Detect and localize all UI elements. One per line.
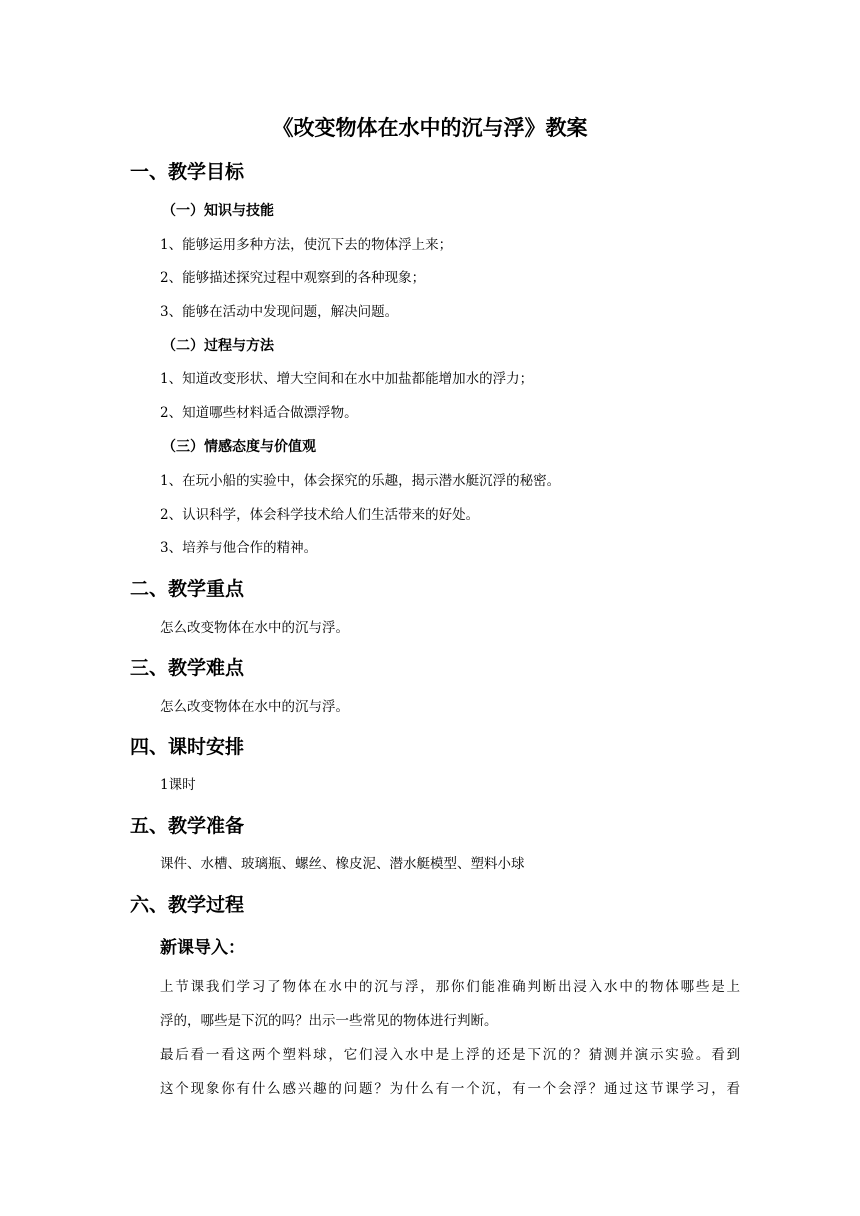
list-item: 1、在玩小船的实验中，体会探究的乐趣，揭示潜水艇沉浮的秘密。: [160, 473, 561, 489]
section-heading-objectives: 一、教学目标: [130, 161, 245, 183]
list-item: 2、知道哪些材料适合做漂浮物。: [160, 405, 358, 421]
paragraph-line: 上节课我们学习了物体在水中的沉与浮，那你们能准确判断出浸入水中的物体哪些是上: [160, 979, 740, 995]
section-text: 怎么改变物体在水中的沉与浮。: [160, 699, 349, 715]
section-heading-key-points: 二、教学重点: [130, 578, 245, 600]
document-title: 《改变物体在水中的沉与浮》教案: [272, 115, 588, 140]
paragraph-line: 最后看一看这两个塑料球，它们浸入水中是上浮的还是下沉的？猜测并演示实验。看到: [160, 1047, 740, 1063]
list-item: 2、能够描述探究过程中观察到的各种现象；: [160, 270, 426, 286]
list-item: 3、培养与他合作的精神。: [160, 540, 318, 556]
section-heading-difficulties: 三、教学难点: [130, 657, 245, 679]
subheading-attitudes-values: （三）情感态度与价值观: [162, 439, 316, 455]
paragraph-line: 浮的，哪些是下沉的吗？出示一些常见的物体进行判断。: [160, 1013, 498, 1029]
list-item: 1、能够运用多种方法，使沉下去的物体浮上来；: [160, 237, 453, 253]
subheading-process-methods: （二）过程与方法: [162, 338, 274, 354]
section-text: 怎么改变物体在水中的沉与浮。: [160, 620, 349, 636]
list-item: 1、知道改变形状、增大空间和在水中加盐都能增加水的浮力；: [160, 371, 534, 387]
section-text: 课件、水槽、玻璃瓶、螺丝、橡皮泥、潜水艇模型、塑料小球: [160, 856, 525, 872]
section-heading-preparation: 五、教学准备: [130, 815, 245, 837]
section-heading-process: 六、教学过程: [130, 894, 245, 916]
list-item: 2、认识科学，体会科学技术给人们生活带来的好处。: [160, 507, 480, 523]
paragraph-line: 这个现象你有什么感兴趣的问题？为什么有一个沉，有一个会浮？通过这节课学习，看: [160, 1081, 740, 1097]
list-item: 3、能够在活动中发现问题，解决问题。: [160, 304, 399, 320]
section-heading-schedule: 四、课时安排: [130, 736, 245, 758]
subheading-knowledge-skills: （一）知识与技能: [162, 203, 274, 219]
section-text: 1课时: [160, 777, 196, 793]
subheading-introduction: 新课导入：: [160, 938, 245, 958]
